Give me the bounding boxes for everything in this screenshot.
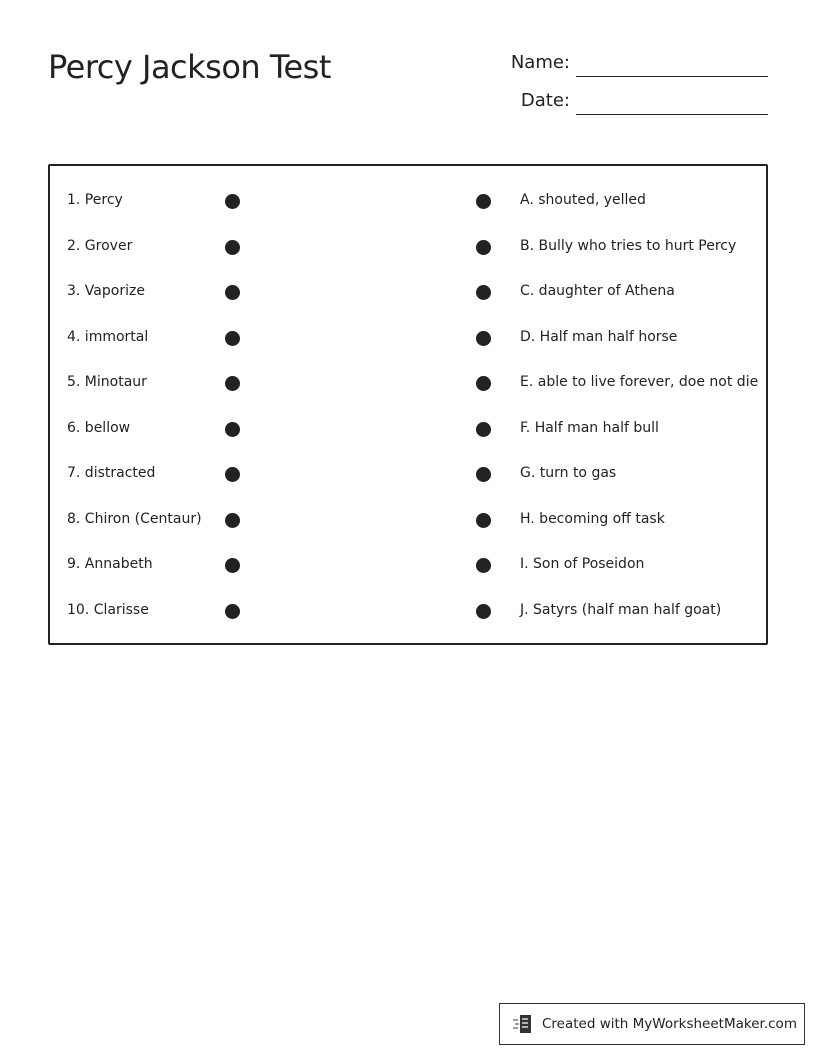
term-item: 5. Minotaur <box>67 374 147 390</box>
term-item: 8. Chiron (Centaur) <box>67 510 202 527</box>
definition-dot-icon[interactable] <box>476 240 491 255</box>
term-dot-icon[interactable] <box>225 604 240 619</box>
definition-dot-icon[interactable] <box>476 376 491 391</box>
term-dot-icon[interactable] <box>225 331 240 346</box>
match-row <box>50 511 766 531</box>
match-row <box>50 238 766 258</box>
definition-item: H. becoming off task <box>520 510 665 527</box>
term-item: 6. bellow <box>67 419 131 436</box>
match-row <box>50 556 766 576</box>
term-dot-icon[interactable] <box>225 240 240 255</box>
term-item: 9. Annabeth <box>67 556 153 572</box>
term-item: 1. Percy <box>67 192 123 208</box>
definition-item: I. Son of Poseidon <box>520 556 645 572</box>
definition-item: F. Half man half bull <box>520 419 659 436</box>
definition-item: G. turn to gas <box>520 465 617 481</box>
definition-dot-icon[interactable] <box>476 422 491 437</box>
term-dot-icon[interactable] <box>225 285 240 300</box>
name-field <box>511 52 768 73</box>
match-row <box>50 283 766 303</box>
definition-dot-icon[interactable] <box>476 285 491 300</box>
match-row <box>50 465 766 485</box>
definition-dot-icon[interactable] <box>476 331 491 346</box>
worksheet-maker-logo-icon <box>512 1013 534 1035</box>
match-row <box>50 374 766 394</box>
definition-dot-icon[interactable] <box>476 513 491 528</box>
term-item: 10. Clarisse <box>67 601 149 618</box>
date-line[interactable] <box>576 113 768 115</box>
definition-item: C. daughter of Athena <box>520 283 675 299</box>
match-row <box>50 602 766 622</box>
term-item: 4. immortal <box>67 328 149 345</box>
definition-item: D. Half man half horse <box>520 328 678 345</box>
match-row <box>50 192 766 212</box>
definition-dot-icon[interactable] <box>476 558 491 573</box>
definition-dot-icon[interactable] <box>476 604 491 619</box>
match-row <box>50 420 766 440</box>
definition-dot-icon[interactable] <box>476 467 491 482</box>
matching-box <box>48 164 768 645</box>
term-item: 3. Vaporize <box>67 283 145 299</box>
term-dot-icon[interactable] <box>225 376 240 391</box>
definition-dot-icon[interactable] <box>476 194 491 209</box>
footer-text: Created with MyWorksheetMaker.com <box>542 1016 797 1032</box>
term-dot-icon[interactable] <box>225 422 240 437</box>
footer-badge <box>499 1003 805 1045</box>
term-dot-icon[interactable] <box>225 194 240 209</box>
term-dot-icon[interactable] <box>225 467 240 482</box>
term-item: 7. distracted <box>67 465 156 481</box>
page-title: Percy Jackson Test <box>48 48 331 86</box>
term-item: 2. Grover <box>67 237 133 254</box>
definition-item: E. able to live forever, doe not die <box>520 374 759 390</box>
definition-item: B. Bully who tries to hurt Percy <box>520 237 737 254</box>
date-label: Date: <box>520 90 570 111</box>
name-label: Name: <box>510 52 570 73</box>
definition-item: A. shouted, yelled <box>520 192 646 208</box>
name-line[interactable] <box>576 75 768 77</box>
match-row <box>50 329 766 349</box>
date-field <box>521 90 768 111</box>
term-dot-icon[interactable] <box>225 513 240 528</box>
term-dot-icon[interactable] <box>225 558 240 573</box>
definition-item: J. Satyrs (half man half goat) <box>520 601 722 618</box>
